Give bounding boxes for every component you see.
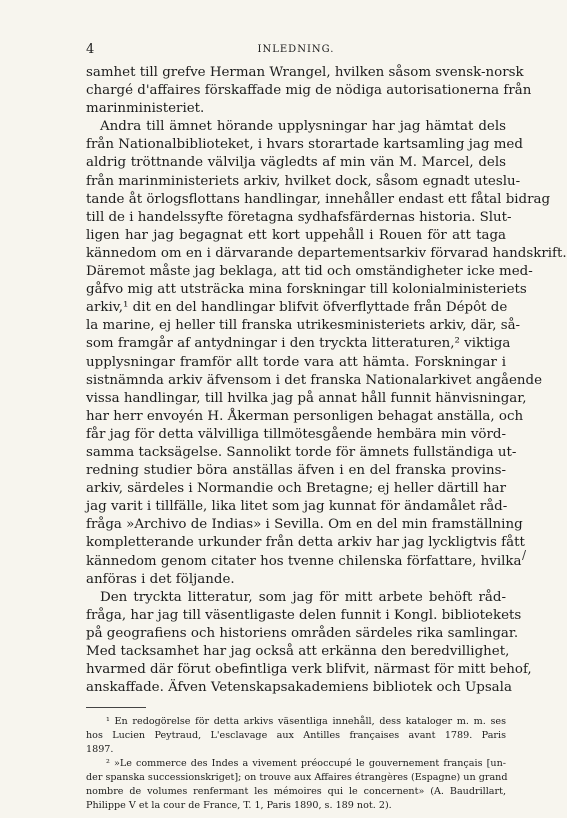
text-line: la marine, ej heller till franska utrikesministeriets arkiv, där, så- bbox=[86, 318, 521, 334]
text-line: sistnämnda arkiv äfvensom i det franska Nationalarkivet angående bbox=[86, 372, 542, 388]
running-title: INLEDNING. bbox=[257, 44, 335, 55]
text-line: tande åt örlogsflottans handlingar, innehåller endast ett fåtal bidrag bbox=[86, 191, 551, 207]
text-line: kännedom om en i därvarande departementsarkiv förvarad handskrift. bbox=[86, 245, 567, 261]
text-line: jag varit i tillfälle, lika litet som jag kunnat för ändamålet råd- bbox=[86, 499, 508, 515]
text-line: får jag för detta välvilliga tillmötesgående hembära min vörd- bbox=[86, 426, 506, 442]
text-line: anskaffade. Äfven Vetenskapsakademiens bibliotek och Upsala bbox=[86, 680, 512, 696]
page-header bbox=[86, 42, 506, 62]
footnote-rule bbox=[86, 707, 146, 708]
text-line: kännedom genom citater hos tvenne chilenska författare, hvilka bbox=[86, 553, 522, 569]
text-line: arkiv, särdeles i Normandie och Bretagne; ej heller därtill har bbox=[86, 481, 506, 497]
footnote-line: ² »Le commerce des Indes a vivement préoccupé le gouvernement français [un- bbox=[106, 758, 506, 770]
text-line: Med tacksamhet har jag också att erkänna den beredvillighet, bbox=[86, 644, 510, 659]
footnote-line: Philippe V et la cour de France, T. 1, Paris 1890, s. 189 not. 2). bbox=[86, 800, 392, 812]
footnote-line: der spanska successionskriget]; on trouve aux Affaires étrangères (Espagne) un grand bbox=[86, 772, 508, 784]
text-line: fråga »Archivo de Indias» i Sevilla. Om en del min framställning bbox=[86, 517, 523, 533]
text-line: arkiv,¹ dit en del handlingar blifvit öfverflyttade från Dépôt de bbox=[86, 300, 508, 316]
text-line: samhet till grefve Herman Wrangel, hvilken såsom svensk-norsk bbox=[86, 65, 524, 80]
text-line: aldrig tröttnande välvilja vägledts af min vän M. Marcel, dels bbox=[86, 155, 506, 171]
text-line: chargé d'affaires förskaffade mig de nödiga autorisationerna från bbox=[86, 83, 532, 99]
text-line: vissa handlingar, till hvilka jag på annat håll funnit hänvisningar, bbox=[86, 390, 527, 406]
text-line: gåfvo mig att utsträcka mina forskningar till kolonialministeriets bbox=[86, 282, 527, 298]
text-line: redning studier böra anställas äfven i en del franska provins- bbox=[86, 463, 506, 479]
text-line: marinministeriet. bbox=[86, 101, 205, 117]
text-line: upplysningar framför allt torde vara att hämta. Forskningar i bbox=[86, 354, 506, 370]
footnote-line: nombre de volumes renfermant les mémoires qui le concernent» (A. Baudrillart, bbox=[86, 786, 506, 798]
text-line: har herr envoyén H. Åkerman personligen behagat anställa, och bbox=[86, 408, 524, 424]
page-number: 4 bbox=[86, 42, 95, 57]
text-line: på geografiens och historiens områden särdeles rika samlingar. bbox=[86, 625, 519, 641]
text-line: fråga, har jag till väsentligaste delen funnit i Kongl. bibliotekets bbox=[86, 607, 522, 623]
text-line: anföras i det följande. bbox=[86, 571, 235, 587]
text-line: som framgår af antydningar i den tryckta litteraturen,² viktiga bbox=[86, 336, 511, 352]
text-line: kompletterande urkunder från detta arkiv har jag lyckligtvis fått bbox=[86, 535, 525, 551]
footnote-line: 1897. bbox=[86, 744, 114, 756]
footnotes bbox=[86, 715, 506, 813]
text-line: från marinministeriets arkiv, hvilket dock, såsom egnadt uteslu- bbox=[86, 173, 521, 189]
margin-mark: / bbox=[522, 548, 527, 562]
text-line: från Nationalbiblioteket, i hvars storartade kartsamling jag med bbox=[86, 137, 523, 153]
book-page bbox=[86, 42, 567, 813]
text-line: samma tacksägelse. Sannolikt torde för ämnets fullständiga ut- bbox=[86, 444, 517, 460]
text-line: hvarmed där förut obefintliga verk blifvit, närmast för mitt behof, bbox=[86, 662, 532, 678]
text-line: ligen har jag begagnat ett kort uppehåll i Rouen för att taga bbox=[86, 227, 506, 243]
footnote-line: hos Lucien Peytraud, L'esclavage aux Antilles françaises avant 1789. Paris bbox=[86, 730, 506, 742]
text-line: Däremot måste jag beklaga, att tid och omständigheter icke med- bbox=[86, 264, 533, 280]
text-line: Andra till ämnet hörande upplysningar har jag hämtat dels bbox=[100, 119, 506, 135]
body-text bbox=[86, 64, 567, 697]
text-line: Den tryckta litteratur, som jag för mitt arbete behöft råd- bbox=[100, 589, 506, 605]
footnote-line: ¹ En redogörelse för detta arkivs väsentliga innehåll, dess kataloger m. m. ses bbox=[106, 716, 506, 728]
text-line: till de i handelssyfte företagna sydhafsfärdernas historia. Slut- bbox=[86, 209, 512, 225]
